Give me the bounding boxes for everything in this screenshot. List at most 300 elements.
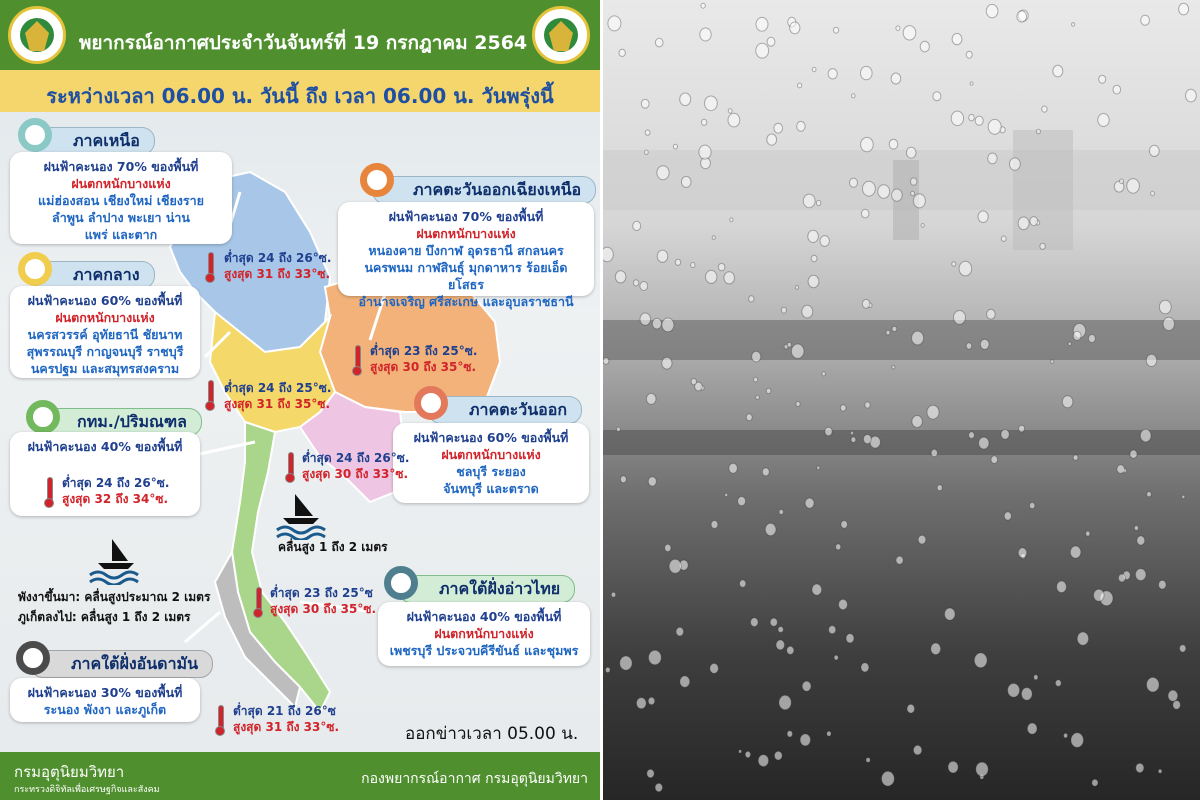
raindrop <box>633 280 638 286</box>
areas-south-gulf-1: เพชรบุรี ประจวบคีรีขันธ์ และชุมพร <box>389 643 579 658</box>
raindrop <box>988 153 997 164</box>
raindrop <box>988 119 1001 134</box>
location-pin-icon <box>384 566 418 600</box>
raindrop <box>1086 531 1090 536</box>
temp-high-northeast: สูงสุด 30 ถึง 35°ซ. <box>370 360 477 374</box>
raindrop <box>1001 236 1006 241</box>
thermometer-icon <box>215 705 225 735</box>
raindrop <box>1179 3 1189 15</box>
header-bar <box>0 0 600 70</box>
raindrop <box>756 43 769 58</box>
raindrop <box>896 556 903 564</box>
raindrop <box>752 351 761 362</box>
thermometer-icon <box>205 380 215 410</box>
raindrop <box>828 69 837 79</box>
raindrop <box>1180 645 1186 652</box>
raindrop <box>891 73 901 84</box>
raindrop <box>1113 85 1121 94</box>
raindrop <box>861 66 873 79</box>
heavy-rain-north: ฝนตกหนักบางแห่ง <box>71 176 171 191</box>
raindrop <box>861 137 874 151</box>
raindrop <box>1092 779 1098 786</box>
location-pin-icon <box>360 163 394 197</box>
raindrop <box>851 431 854 435</box>
raindrop <box>808 275 819 287</box>
raindrop <box>754 377 758 382</box>
raindrop <box>812 67 816 71</box>
raindrop <box>718 263 725 270</box>
gulf-wave-text: คลื่นสูง 1 ถึง 2 เมตร <box>278 540 388 554</box>
areas-northeast-2: นครพนม กาฬสินธุ์ มุกดาหาร ร้อยเอ็ด ยโสธร <box>364 260 568 292</box>
raindrop <box>1099 75 1106 83</box>
raindrop <box>776 640 785 650</box>
raindrop <box>1021 688 1032 701</box>
raindrop <box>913 194 925 208</box>
region-name-east: ภาคตะวันออก <box>469 400 568 419</box>
raindrop <box>1070 546 1081 558</box>
raindrop <box>796 402 800 407</box>
raindrop <box>1159 580 1167 589</box>
raindrop <box>701 119 706 125</box>
raindrop <box>1017 11 1027 22</box>
raindrop <box>846 634 854 643</box>
raindrop <box>836 544 841 550</box>
raindrop <box>1140 429 1151 442</box>
rain-chance-south-gulf: ฝนฟ้าคะนอง 40% ของพื้นที่ <box>406 609 562 624</box>
temp-north <box>224 250 331 282</box>
raindrop <box>911 178 917 185</box>
raindrop <box>805 498 814 508</box>
raindrop <box>701 3 705 8</box>
raindrop <box>802 305 813 318</box>
raindrop <box>952 33 962 44</box>
raindrop <box>728 113 740 127</box>
raindrop <box>774 751 782 760</box>
raindrop <box>1158 769 1162 773</box>
region-card-northeast <box>338 202 594 309</box>
raindrop <box>620 476 626 483</box>
raindrop <box>803 194 815 208</box>
raindrop <box>739 750 742 753</box>
raindrop <box>756 17 768 31</box>
raindrop <box>834 655 838 660</box>
region-card-east <box>393 423 589 503</box>
boat-andaman-icon <box>88 535 148 585</box>
region-tag-south-gulf <box>398 575 575 603</box>
raindrop <box>959 261 972 276</box>
raindrop <box>749 296 754 302</box>
raindrop <box>1118 574 1125 582</box>
raindrop <box>816 200 820 205</box>
raindrop <box>657 250 668 262</box>
raindrop <box>700 28 711 41</box>
raindrop <box>865 402 870 408</box>
areas-east-1: ชลบุรี ระยอง <box>456 464 526 479</box>
raindrop <box>640 282 648 291</box>
raindrop <box>954 311 966 325</box>
raindrop <box>1030 503 1035 509</box>
raindrop <box>710 663 719 673</box>
footer-org: กรมอุตุนิยมวิทยา <box>14 763 125 781</box>
areas-central-1: นครสวรรค์ อุทัยธานี ชัยนาท <box>27 327 183 342</box>
raindrop <box>706 270 717 283</box>
heavy-rain-central: ฝนตกหนักบางแห่ง <box>55 310 155 325</box>
region-name-northeast: ภาคตะวันออกเฉียงเหนือ <box>413 180 582 199</box>
raindrop <box>648 697 655 705</box>
raindrop <box>767 37 775 46</box>
temp-high-south-gulf: สูงสุด 30 ถึง 35°ซ. <box>270 602 377 616</box>
raindrop <box>738 497 746 506</box>
raindrop <box>711 521 718 529</box>
raindrop <box>1053 65 1063 77</box>
thermometer-icon <box>285 452 295 482</box>
raindrops-layer <box>603 0 1200 800</box>
raindrop <box>822 372 826 376</box>
region-card-south-andaman <box>10 678 200 722</box>
thermometer-icon <box>205 252 215 282</box>
raindrop <box>986 4 998 17</box>
raindrop <box>649 650 662 665</box>
page-title: พยากรณ์อากาศประจำวันจันทร์ที่ 19 กรกฎาคม 2564 <box>78 32 528 54</box>
raindrop <box>841 521 848 529</box>
raindrop <box>657 166 669 180</box>
raindrop <box>834 27 839 33</box>
temp-high-south-andaman: สูงสุด 31 ถึง 33°ซ. <box>233 720 340 734</box>
raindrop <box>1159 300 1171 314</box>
raindrop <box>603 247 613 261</box>
raindrop <box>774 123 783 133</box>
temp-central <box>224 380 331 412</box>
location-pin-icon <box>16 641 50 675</box>
issue-time: ออกข่าวเวลา 05.00 น. <box>405 724 579 744</box>
raindrop <box>987 309 996 319</box>
raindrop <box>675 259 680 265</box>
areas-north-2: ลำพูน ลำปาง พะเยา น่าน <box>52 210 190 225</box>
raindrop <box>1001 430 1009 440</box>
raindrop <box>691 262 695 267</box>
raindrop <box>1057 581 1067 593</box>
raindrop <box>802 681 811 691</box>
raindrop <box>850 178 858 187</box>
raindrop <box>1077 632 1088 645</box>
raindrop <box>933 92 941 101</box>
raindrop <box>798 83 802 88</box>
region-name-south-andaman: ภาคใต้ฝั่งอันดามัน <box>71 654 199 673</box>
raindrop <box>1071 733 1084 748</box>
raindrop <box>1151 191 1155 195</box>
location-pin-icon <box>18 118 52 152</box>
raindrop <box>974 653 987 668</box>
areas-northeast-1: หนองคาย บึงกาฬ อุดรธานี สกลนคร <box>368 243 564 258</box>
heavy-rain-northeast: ฝนตกหนักบางแห่ง <box>416 226 516 241</box>
temp-high-east: สูงสุด 30 ถึง 33°ซ. <box>302 467 409 481</box>
raindrop <box>800 734 810 746</box>
raindrop <box>918 535 926 544</box>
raindrop <box>644 150 648 154</box>
raindrop <box>745 751 750 757</box>
raindrop <box>669 559 681 573</box>
raindrop <box>705 96 718 111</box>
raindrop <box>1068 342 1071 346</box>
raindrop <box>778 627 783 633</box>
raindrop <box>966 343 972 349</box>
raindrop <box>756 395 760 399</box>
temp-low-northeast: ต่ำสุด 23 ถึง 25°ซ. <box>370 344 478 358</box>
raindrop <box>839 599 848 609</box>
raindrop <box>878 185 890 199</box>
raindrop <box>1117 465 1125 474</box>
raindrop <box>1149 145 1159 156</box>
raindrop <box>729 463 738 473</box>
region-name-central: ภาคกลาง <box>73 265 140 284</box>
footer-division: กองพยากรณ์อากาศ กรมอุตุนิยมวิทยา <box>361 771 588 787</box>
footer-ministry: กระทรวงดิจิทัลเพื่อเศรษฐกิจและสังคม <box>14 785 160 795</box>
raindrop <box>1040 243 1045 249</box>
raindrop <box>781 307 786 313</box>
raindrop <box>1147 677 1160 692</box>
raindrop <box>920 41 929 52</box>
raindrop <box>699 145 711 159</box>
raindrop <box>751 618 759 627</box>
raindrop <box>817 466 820 470</box>
raindrop <box>892 366 895 369</box>
raindrop <box>1030 217 1038 226</box>
raindrop <box>646 393 656 404</box>
raindrop <box>615 271 626 283</box>
raindrop <box>633 221 641 230</box>
thermometer-icon <box>253 587 263 617</box>
raindrop <box>662 318 674 332</box>
raindrop <box>617 427 621 431</box>
raindrop <box>620 656 632 670</box>
andaman-wave-text-2: ภูเก็ตลงไป: คลื่นสูง 1 ถึง 2 เมตร <box>18 610 191 624</box>
raindrop <box>1134 526 1138 531</box>
raindrop <box>948 761 958 773</box>
region-name-bangkok: กทม./ปริมณฑล <box>77 412 187 431</box>
temp-south-andaman <box>233 703 339 735</box>
heavy-rain-south-gulf: ฝนตกหนักบางแห่ง <box>434 626 534 641</box>
temp-east <box>302 450 409 482</box>
period-bar <box>0 70 600 112</box>
raindrop <box>829 626 836 634</box>
raindrop <box>680 676 690 687</box>
raindrop <box>991 456 998 464</box>
raindrop <box>1186 89 1197 102</box>
raindrop <box>931 643 941 655</box>
rain-chance-east: ฝนฟ้าคะนอง 60% ของพื้นที่ <box>413 430 569 445</box>
raindrop <box>861 209 869 218</box>
raindrop <box>787 646 794 654</box>
raindrop <box>1137 536 1145 545</box>
raindrop <box>912 331 924 345</box>
thermometer-icon <box>44 477 54 507</box>
raindrop <box>608 16 621 31</box>
raindrop <box>1034 675 1038 680</box>
raindrop <box>966 51 972 58</box>
raindrop <box>787 731 792 737</box>
raindrop <box>889 139 898 149</box>
raindrop <box>790 22 800 34</box>
raindrop <box>852 94 856 98</box>
region-tag-northeast <box>372 176 596 204</box>
raindrop <box>728 109 732 113</box>
rain-on-window-photo <box>603 0 1200 800</box>
raindrop <box>767 134 777 145</box>
raindrop <box>1127 179 1140 194</box>
temp-low-east: ต่ำสุด 24 ถึง 26°ซ. <box>302 451 410 465</box>
raindrop <box>951 111 963 125</box>
raindrop <box>937 485 942 491</box>
raindrop <box>691 378 696 384</box>
raindrop <box>886 330 890 335</box>
raindrop <box>770 618 777 626</box>
raindrop <box>730 218 733 222</box>
raindrop <box>673 144 677 149</box>
location-pin-icon <box>18 252 52 286</box>
raindrop <box>791 344 804 358</box>
raindrop <box>645 130 650 135</box>
rain-chance-south-andaman: ฝนฟ้าคะนอง 30% ของพื้นที่ <box>27 685 183 700</box>
region-name-north: ภาคเหนือ <box>73 131 140 150</box>
temp-northeast <box>370 343 477 375</box>
areas-south-andaman-1: ระนอง พังงา และภูเก็ต <box>43 702 167 717</box>
raindrop <box>863 181 876 196</box>
raindrop <box>662 357 672 369</box>
heavy-rain-east: ฝนตกหนักบางแห่ง <box>441 447 541 462</box>
region-card-central <box>10 286 200 378</box>
tmd-logo-left <box>8 6 66 64</box>
raindrop <box>725 493 728 496</box>
thermometer-icon <box>352 345 362 375</box>
raindrop <box>1146 354 1157 366</box>
raindrop <box>952 262 956 267</box>
raindrop <box>1120 179 1124 184</box>
raindrop <box>1182 495 1185 498</box>
raindrop <box>945 608 956 620</box>
raindrop <box>680 93 691 106</box>
raindrop <box>861 663 869 672</box>
rain-chance-north: ฝนฟ้าคะนอง 70% ของพื้นที่ <box>43 159 199 174</box>
boat-gulf-icon <box>275 490 335 540</box>
raindrop <box>1027 723 1037 734</box>
raindrop <box>1135 569 1146 581</box>
raindrop <box>1130 450 1137 458</box>
raindrop <box>762 468 769 476</box>
raindrop <box>975 116 983 125</box>
raindrop <box>611 592 615 597</box>
temp-low-central: ต่ำสุด 24 ถึง 25°ซ. <box>224 381 332 395</box>
region-card-north <box>10 152 232 244</box>
raindrop <box>827 731 831 736</box>
raindrop <box>812 584 822 595</box>
raindrop <box>676 627 684 636</box>
raindrop <box>969 114 975 120</box>
raindrop <box>1098 114 1109 127</box>
areas-central-3: นครปฐม และสมุทรสงคราม <box>30 361 180 376</box>
areas-east-2: จันทบุรี และตราด <box>443 481 539 496</box>
areas-north-1: แม่ฮ่องสอน เชียงใหม่ เชียงราย <box>38 193 204 208</box>
raindrop <box>779 695 791 709</box>
raindrop <box>851 437 856 443</box>
andaman-wave-text-1: พังงาขึ้นมา: คลื่นสูงประมาณ 2 เมตร <box>18 590 211 604</box>
raindrop <box>840 405 846 411</box>
raindrop <box>724 272 735 284</box>
rain-chance-bangkok: ฝนฟ้าคะนอง 40% ของพื้นที่ <box>27 439 183 454</box>
raindrop <box>655 783 662 792</box>
raindrop <box>746 414 752 421</box>
raindrop <box>1042 106 1047 112</box>
region-card-south-gulf <box>378 602 590 666</box>
raindrop <box>1019 425 1025 432</box>
raindrop <box>913 745 921 755</box>
forecast-period: ระหว่างเวลา 06.00 น. วันนี้ ถึง เวลา 06.00 น. วันพรุ่งนี้ <box>46 84 554 108</box>
raindrop <box>740 580 746 587</box>
raindrop <box>978 211 988 223</box>
temp-low-south-gulf: ต่ำสุด 23 ถึง 25°ซ <box>270 586 373 600</box>
raindrop <box>907 704 915 713</box>
raindrop <box>927 405 939 419</box>
raindrop <box>1018 548 1027 558</box>
raindrop <box>758 755 768 767</box>
raindrop <box>808 230 819 242</box>
temp-high-bangkok: สูงสุด 32 ถึง 34°ซ. <box>62 492 169 506</box>
temp-bangkok <box>62 475 169 507</box>
raindrop <box>903 26 916 40</box>
raindrop <box>712 236 715 240</box>
raindrop <box>779 510 783 515</box>
raindrop <box>1064 733 1068 738</box>
raindrop <box>1008 683 1020 697</box>
raindrop <box>641 99 649 108</box>
region-tag-south-andaman <box>30 650 213 678</box>
raindrop <box>1004 512 1011 520</box>
raindrop <box>882 771 895 786</box>
raindrop <box>1010 158 1021 170</box>
raindrop <box>1055 680 1061 687</box>
raindrop <box>655 38 663 47</box>
temp-low-north: ต่ำสุด 24 ถึง 26°ซ. <box>224 251 332 265</box>
raindrop <box>896 26 900 31</box>
raindrop <box>921 224 924 228</box>
raindrop <box>797 121 805 131</box>
raindrop <box>862 299 870 308</box>
raindrop <box>765 523 776 535</box>
raindrop <box>603 358 609 365</box>
temp-high-central: สูงสุด 31 ถึง 35°ซ. <box>224 397 331 411</box>
raindrop <box>1051 360 1054 364</box>
region-tag-east <box>428 396 582 424</box>
raindrop <box>648 477 656 486</box>
footer-bar <box>0 752 600 800</box>
raindrop <box>1062 396 1073 408</box>
tmd-logo-right <box>532 6 590 64</box>
areas-north-3: แพร่ และตาก <box>84 227 158 242</box>
raindrop <box>825 427 832 436</box>
raindrop <box>1141 15 1150 25</box>
raindrop <box>681 176 691 187</box>
raindrop <box>976 762 988 776</box>
location-pin-icon <box>26 400 60 434</box>
raindrop <box>979 437 989 449</box>
raindrop <box>863 435 871 444</box>
raindrop <box>647 769 654 778</box>
temp-low-bangkok: ต่ำสุด 24 ถึง 26°ซ. <box>62 476 170 490</box>
raindrop <box>906 147 916 158</box>
rain-chance-central: ฝนฟ้าคะนอง 60% ของพื้นที่ <box>27 293 183 308</box>
raindrop <box>931 449 937 456</box>
raindrop <box>892 326 897 331</box>
raindrop <box>866 758 870 763</box>
